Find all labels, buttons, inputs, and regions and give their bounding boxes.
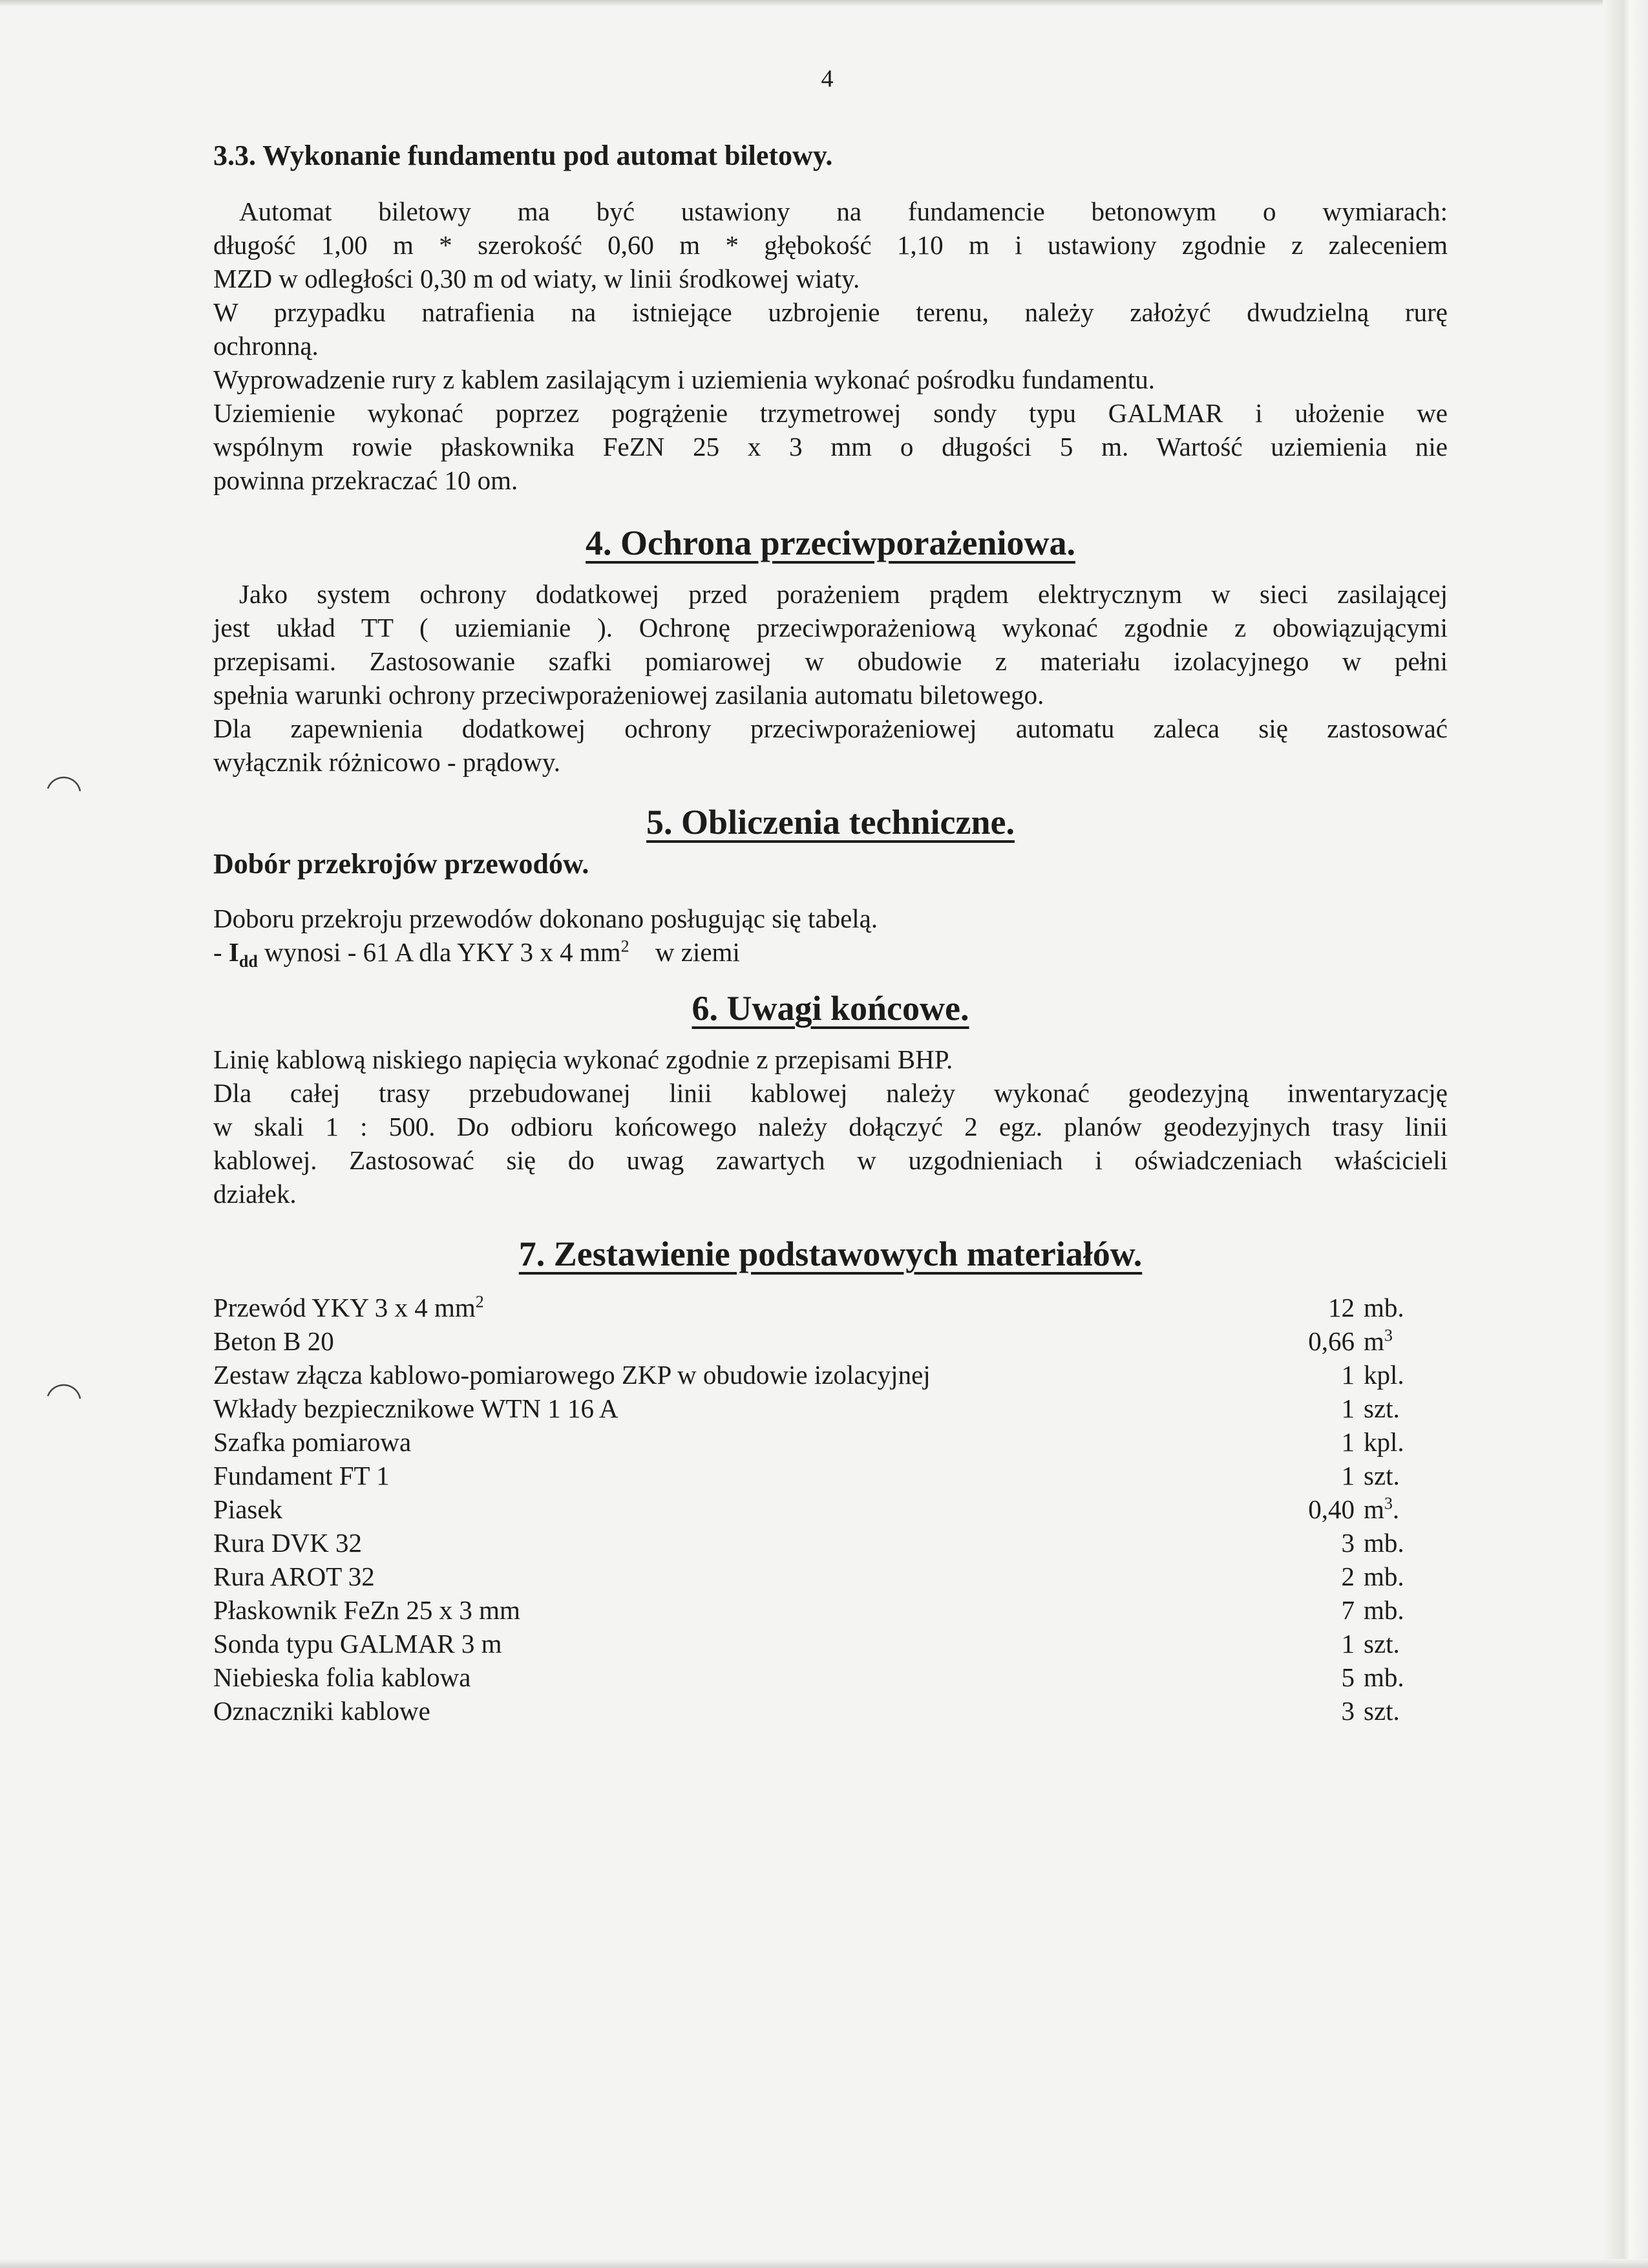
section-4 [213,523,1448,779]
scan-edge-right [1603,0,1648,2268]
paragraph-line: wspólnym rowie płaskownika FeZN 25 x 3 mm o długości 5 m. Wartość uziemienia nie [213,432,1448,461]
material-row [213,1492,1448,1526]
current-subscript: dd [238,952,258,971]
punch-hole-mark [40,1377,85,1422]
paragraph-line: Uziemienie wykonać poprzez pogrążenie trzymetrowej sondy typu GALMAR i ułożenie we [213,398,1448,428]
material-unit-cell [1364,1324,1448,1358]
paragraph-line: ochronną. [213,331,319,361]
section-3-3 [213,139,1448,497]
material-row [213,1526,1448,1560]
dash: - [213,937,229,967]
material-row [213,1593,1448,1627]
current-text: wynosi - 61 A dla YKY 3 x 4 mm [257,937,621,967]
material-name: Piasek [213,1494,283,1524]
current-symbol: I [228,937,239,967]
paragraph-line: kablowej. Zastosować się do uwag zawartych w uzgodnieniach i oświadczeniach właścicieli [213,1145,1448,1175]
material-quantity: 1 [1341,1629,1355,1659]
material-name-cell [213,1694,1232,1728]
material-unit: mb. [1364,1662,1404,1692]
paragraph-line: Wyprowadzenie rury z kablem zasilającym i uziemienia wykonać pośrodku fundamentu. [213,365,1156,394]
material-unit-suffix: . [1392,1494,1400,1524]
current-line [213,935,1448,969]
material-name: Zestaw złącza kablowo-pomiarowego ZKP w obudowie izolacyjnej [213,1360,931,1390]
material-row [213,1627,1448,1660]
paragraph-line: powinna przekraczać 10 om. [213,465,518,495]
subsection-heading: Dobór przekrojów przewodów. [213,848,589,880]
current-suffix: w ziemi [655,937,740,967]
material-name-cell [213,1593,1232,1627]
material-name-cell [213,1459,1232,1492]
material-quantity: 3 [1341,1696,1355,1726]
material-name: Szafka pomiarowa [213,1427,412,1457]
punch-hole-mark [40,769,85,814]
material-unit-cell [1364,1526,1448,1560]
material-name-cell [213,1560,1232,1593]
material-quantity: 1 [1341,1461,1355,1490]
material-name: Przewód YKY 3 x 4 mm [213,1293,476,1322]
material-unit-cell [1364,1425,1448,1459]
material-unit-cell [1364,1660,1448,1694]
materials-table [213,1291,1448,1728]
material-quantity: 0,66 [1308,1326,1355,1356]
paragraph-line: Doboru przekroju przewodów dokonano posługując się tabelą. [213,904,878,933]
material-name-cell [213,1324,1232,1358]
material-unit-cell [1364,1560,1448,1593]
material-name-exponent: 2 [475,1292,484,1311]
material-name-cell [213,1425,1232,1459]
material-row [213,1291,1448,1324]
section-heading: 7. Zestawienie podstawowych materiałów. [518,1235,1143,1273]
material-quantity: 12 [1328,1293,1355,1322]
material-unit: kpl. [1364,1360,1404,1390]
material-name: Rura AROT 32 [213,1562,375,1591]
material-name: Fundament FT 1 [213,1461,390,1490]
material-unit-cell [1364,1392,1448,1425]
material-unit: m [1364,1494,1384,1524]
material-quantity: 3 [1341,1528,1355,1558]
material-name: Rura DVK 32 [213,1528,363,1558]
paragraph-line: Automat biletowy ma być ustawiony na fundamencie betonowym o wymiarach: [239,196,1448,226]
material-quantity: 1 [1341,1394,1355,1423]
scan-edge-top [0,0,1648,6]
material-name: Oznaczniki kablowe [213,1696,430,1726]
paragraph-line: jest układ TT ( uziemianie ). Ochronę przeciwporażeniową wykonać zgodnie z obowiązującymi [213,613,1448,642]
material-unit: m [1364,1326,1384,1356]
paragraph-line: przepisami. Zastosowanie szafki pomiarowej w obudowie z materiału izolacyjnego w pełni [213,646,1448,676]
section-heading: 3.3. Wykonanie fundamentu pod automat biletowy. [213,140,833,171]
paragraph-line: Jako system ochrony dodatkowej przed porażeniem prądem elektrycznym w sieci zasilającej [239,579,1448,609]
page-number: 4 [821,65,834,92]
material-name-cell [213,1291,1232,1324]
material-row [213,1694,1448,1728]
unit-exponent: 2 [620,937,629,956]
material-unit-cell [1364,1291,1448,1324]
material-unit: mb. [1364,1595,1404,1625]
material-unit-cell [1364,1694,1448,1728]
material-name-cell [213,1627,1232,1660]
material-name-cell [213,1358,1232,1392]
material-unit-cell [1364,1358,1448,1392]
paragraph-line: W przypadku natrafienia na istniejące uzbrojenie terenu, należy założyć dwudzielną rurę [213,297,1448,327]
material-unit: mb. [1364,1528,1404,1558]
material-quantity: 5 [1341,1662,1355,1692]
material-row [213,1660,1448,1694]
paragraph-line: długość 1,00 m * szerokość 0,60 m * głębokość 1,10 m i ustawiony zgodnie z zaleceniem [213,230,1448,260]
paragraph-line: MZD w odległości 0,30 m od wiaty, w linii środkowej wiaty. [213,264,860,293]
material-row [213,1560,1448,1593]
material-quantity: 1 [1341,1360,1355,1390]
paragraph-line: działek. [213,1179,297,1209]
material-unit-exponent: 3 [1384,1494,1393,1513]
material-unit-cell [1364,1459,1448,1492]
material-unit-cell [1364,1492,1448,1526]
section-5 [213,802,1448,969]
material-name-cell [213,1660,1232,1694]
material-quantity: 2 [1341,1562,1355,1591]
material-unit: szt. [1364,1394,1400,1423]
material-name-cell [213,1492,1232,1526]
material-name: Niebieska folia kablowa [213,1662,471,1692]
material-name-cell [213,1392,1232,1425]
section-heading: 6. Uwagi końcowe. [692,989,969,1028]
material-unit-exponent: 3 [1384,1326,1393,1345]
scan-edge-bottom [0,2259,1648,2268]
material-unit-cell [1364,1593,1448,1627]
material-unit: szt. [1364,1461,1400,1490]
material-name: Płaskownik FeZn 25 x 3 mm [213,1595,520,1625]
paragraph-line: w skali 1 : 500. Do odbioru końcowego należy dołączyć 2 egz. planów geodezyjnych trasy linii [213,1112,1448,1141]
section-6 [213,988,1448,1211]
material-name-cell [213,1526,1232,1560]
material-unit-cell [1364,1627,1448,1660]
document-body [213,139,1448,1728]
material-unit: mb. [1364,1562,1404,1591]
material-unit: kpl. [1364,1427,1404,1457]
material-unit: mb. [1364,1293,1404,1322]
material-row [213,1425,1448,1459]
section-7 [213,1234,1448,1728]
section-heading: 4. Ochrona przeciwporażeniowa. [586,524,1075,562]
paragraph-line: spełnia warunki ochrony przeciwporażeniowej zasilania automatu biletowego. [213,680,1044,710]
material-quantity: 7 [1341,1595,1355,1625]
material-name: Beton B 20 [213,1326,334,1356]
material-unit: szt. [1364,1696,1400,1726]
material-name: Sonda typu GALMAR 3 m [213,1629,502,1659]
material-name: Wkłady bezpiecznikowe WTN 1 16 A [213,1394,618,1423]
material-row [213,1459,1448,1492]
paragraph-line: Linię kablową niskiego napięcia wykonać zgodnie z przepisami BHP. [213,1044,953,1074]
material-quantity: 0,40 [1308,1494,1355,1524]
paragraph-line: Dla całej trasy przebudowanej linii kablowej należy wykonać geodezyjną inwentaryzację [213,1078,1448,1108]
paragraph-line: Dla zapewnienia dodatkowej ochrony przeciwporażeniowej automatu zaleca się zastosować [213,714,1448,743]
material-unit: szt. [1364,1629,1400,1659]
material-row [213,1358,1448,1392]
material-quantity: 1 [1341,1427,1355,1457]
material-row [213,1324,1448,1358]
paragraph-line: wyłącznik różnicowo - prądowy. [213,747,560,777]
material-row [213,1392,1448,1425]
section-heading: 5. Obliczenia techniczne. [646,803,1015,842]
